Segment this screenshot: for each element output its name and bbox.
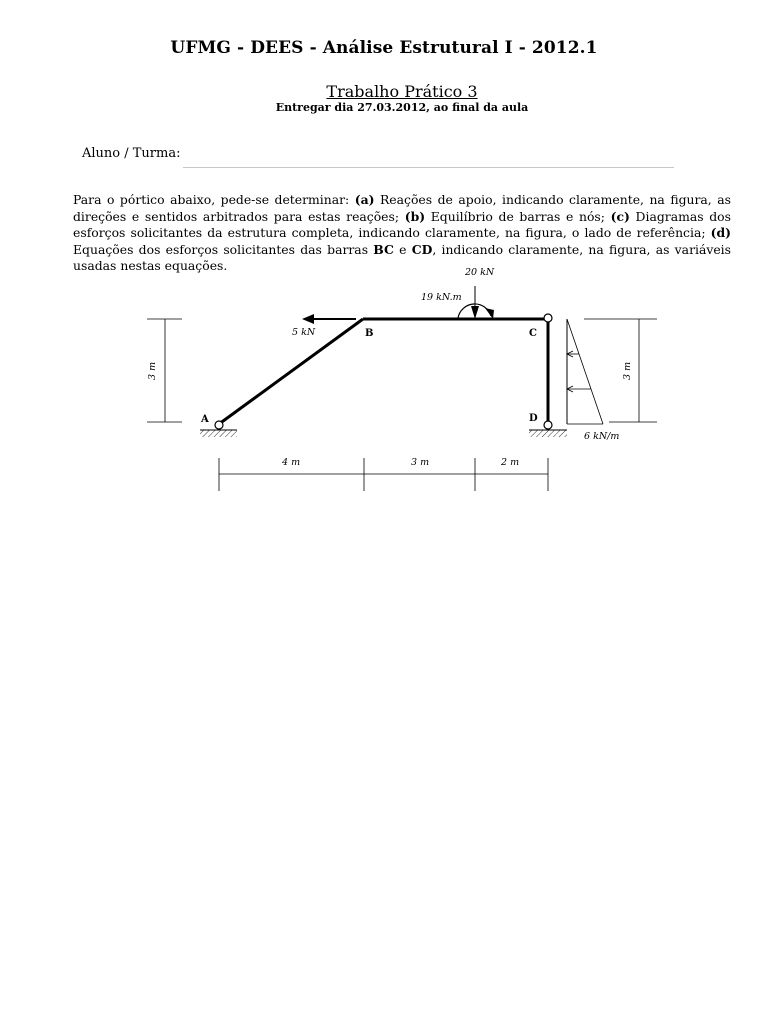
moment-label: 19 kN.m — [421, 292, 462, 303]
node-label-c: C — [529, 328, 537, 339]
item-d-text: Equações dos esforços solicitantes das barras — [73, 241, 374, 257]
item-a-tag: (a) — [354, 192, 375, 207]
item-c-tag: (c) — [610, 208, 630, 224]
left-height-label: 3 m — [147, 361, 158, 380]
horizontal-load-arrow — [302, 314, 356, 324]
assignment-title-text: Trabalho Prático 3 — [326, 82, 478, 101]
bar-bc-label: BC — [373, 241, 394, 257]
item-a-text: Reações de apoio, indicando claramente, na figura, as direções e sentidos arbitrados para estas reações; — [73, 192, 731, 224]
horizontal-load-label: 5 kN — [292, 327, 316, 338]
node-label-d: D — [529, 413, 538, 424]
item-b-text: Equilíbrio de barras e nós; — [425, 208, 611, 224]
hinge-c — [544, 314, 552, 322]
bar-cd-label: CD — [411, 241, 433, 257]
member-ab — [219, 319, 363, 424]
span-bc1-label: 3 m — [411, 457, 430, 468]
vertical-load-label: 20 kN — [465, 267, 495, 278]
vertical-load-arrow — [471, 286, 479, 319]
item-b-tag: (b) — [404, 208, 426, 224]
problem-intro: Para o pórtico abaixo, pede-se determinar: — [73, 192, 355, 207]
item-d-end: , indicando claramente, na figura, as variáveis usadas nestas equações. — [73, 241, 731, 273]
span-bc2-label: 2 m — [501, 457, 520, 468]
conjunction: e — [393, 241, 412, 257]
span-ab-label: 4 m — [282, 457, 301, 468]
distributed-load — [567, 319, 603, 424]
item-c-text: Diagramas dos esforços solicitantes da estrutura completa, indicando claramente, na figura, o lado de referência; — [73, 208, 731, 240]
node-label-b: B — [365, 328, 374, 339]
node-label-a: A — [201, 414, 209, 425]
span-dimensions — [219, 458, 548, 491]
due-date: Entregar dia 27.03.2012, ao final da aula — [275, 101, 529, 114]
right-height-dimension — [584, 319, 657, 422]
student-label: Aluno / Turma: — [82, 146, 181, 161]
course-title: UFMG - DEES - Análise Estrutural I - 2012.1 — [170, 38, 598, 58]
item-d-tag: (d) — [710, 225, 731, 240]
right-height-label: 3 m — [622, 361, 633, 380]
distributed-load-label: 6 kN/m — [584, 431, 620, 442]
